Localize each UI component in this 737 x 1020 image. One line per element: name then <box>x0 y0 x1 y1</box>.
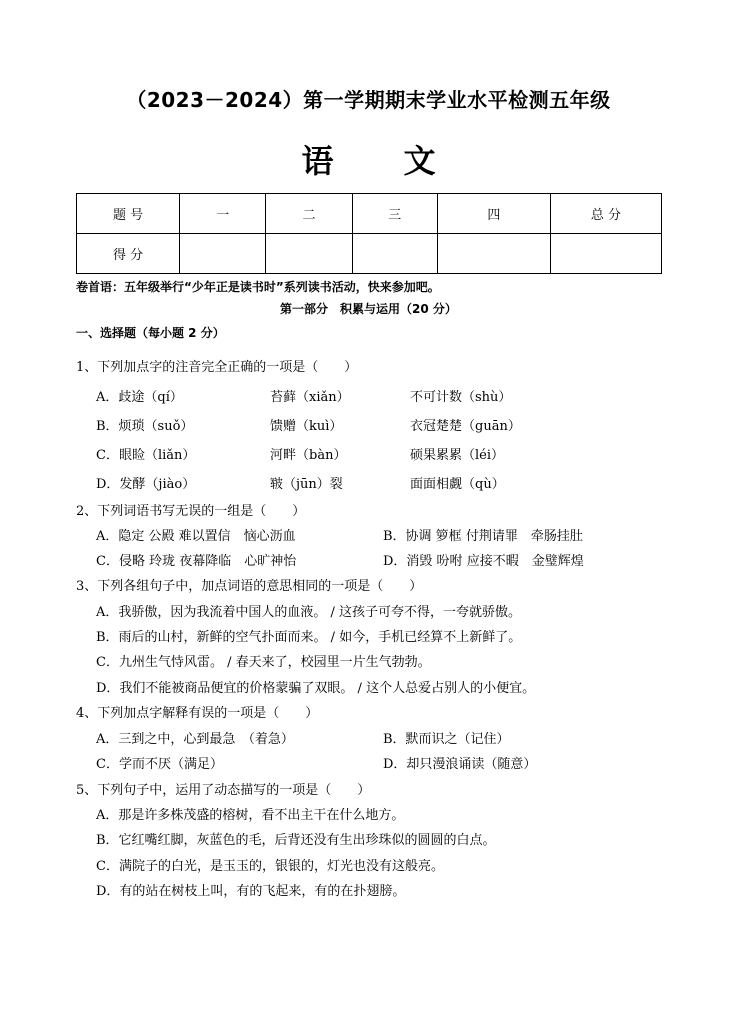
score-table <box>76 193 662 274</box>
option: B．它红嘴红脚，灰蓝色的毛，后背还没有生出珍珠似的圆圆的白点。 <box>96 833 496 848</box>
subject-char-2: 文 <box>403 142 436 180</box>
option: D．发酵（jiào） <box>96 477 196 492</box>
option: C．满院子的白光，是玉玉的，银银的，灯光也没有这般亮。 <box>96 859 444 874</box>
score-cell: 三 <box>352 194 437 234</box>
score-table-score-row <box>77 234 662 274</box>
option: A．隐定 公殿 难以置信 恼心沥血 <box>96 529 296 544</box>
score-input-cell <box>266 234 352 274</box>
option: 面面相觑（qù） <box>410 477 505 492</box>
option: B．雨后的山村，新鲜的空气扑面而来。 / 如今，手机已经算不上新鲜了。 <box>96 630 522 645</box>
option: B．烦琐（suǒ） <box>96 419 194 434</box>
question-stem: 5、下列句子中，运用了动态描写的一项是（ ） <box>76 783 371 798</box>
score-input-cell <box>437 234 550 274</box>
option: D．有的站在树枝上叫，有的飞起来，有的在扑翅膀。 <box>96 884 406 899</box>
intro-text: 卷首语：五年级举行“少年正是读书时”系列读书活动，快来参加吧。 <box>76 280 440 294</box>
option: C．眼睑（liǎn） <box>96 448 196 463</box>
score-cell: 总 分 <box>550 194 661 234</box>
option: C．九州生气恃风雷。 / 春天来了，校园里一片生气勃勃。 <box>96 655 431 670</box>
option: A．歧途（qí） <box>96 390 183 405</box>
option: 衣冠楚楚（guān） <box>410 419 521 434</box>
score-cell: 一 <box>180 194 266 234</box>
option: D．我们不能被商品便宜的价格蒙骗了双眼。 / 这个人总爱占别人的小便宜。 <box>96 681 536 696</box>
option: B．默而识之（记住） <box>383 732 510 747</box>
score-input-cell <box>180 234 266 274</box>
score-input-cell <box>550 234 661 274</box>
score-table-header-row <box>77 194 662 234</box>
score-cell: 题 号 <box>77 194 180 234</box>
question-stem: 2、下列词语书写无误的一组是（ ） <box>76 504 306 519</box>
option: A．我骄傲，因为我流着中国人的血液。 / 这孩子可夸不得，一夸就骄傲。 <box>96 605 522 620</box>
score-cell: 二 <box>266 194 352 234</box>
option: C．侵略 玲珑 夜幕降临 心旷神怡 <box>96 554 297 569</box>
option: 苔藓（xiǎn） <box>270 390 350 405</box>
option: A．那是许多株茂盛的榕树，看不出主干在什么地方。 <box>96 808 405 823</box>
option: 皲（jūn）裂 <box>270 477 343 492</box>
question-stem: 4、下列加点字解释有误的一项是（ ） <box>76 706 319 721</box>
part-title: 第一部分 积累与运用（20 分） <box>280 302 457 316</box>
question-stem: 3、下列各组句子中，加点词语的意思相同的一项是（ ） <box>76 579 423 594</box>
section-title: 一、选择题（每小题 2 分） <box>76 326 225 340</box>
option: D．消毁 吩咐 应接不暇 金璧辉煌 <box>383 554 584 569</box>
subject-title <box>0 136 737 182</box>
exam-title: （2023－2024）第一学期期末学业水平检测五年级 <box>126 88 611 112</box>
option: 馈赠（kuì） <box>270 419 343 434</box>
option: C．学而不厌（满足） <box>96 757 223 772</box>
score-cell: 得 分 <box>77 234 180 274</box>
option: 不可计数（shù） <box>410 390 512 405</box>
option: B．协调 箩框 付荆请罪 牵肠挂肚 <box>383 529 583 544</box>
question-stem: 1、下列加点字的注音完全正确的一项是（ ） <box>76 360 358 375</box>
score-cell: 四 <box>437 194 550 234</box>
option: A．三到之中，心到最急 （着急） <box>96 732 294 747</box>
option: 硕果累累（léi） <box>410 448 505 463</box>
score-input-cell <box>352 234 437 274</box>
subject-char-1: 语 <box>301 142 334 180</box>
option: 河畔（bàn） <box>270 448 347 463</box>
option: D．却只漫浪诵读（随意） <box>383 757 537 772</box>
